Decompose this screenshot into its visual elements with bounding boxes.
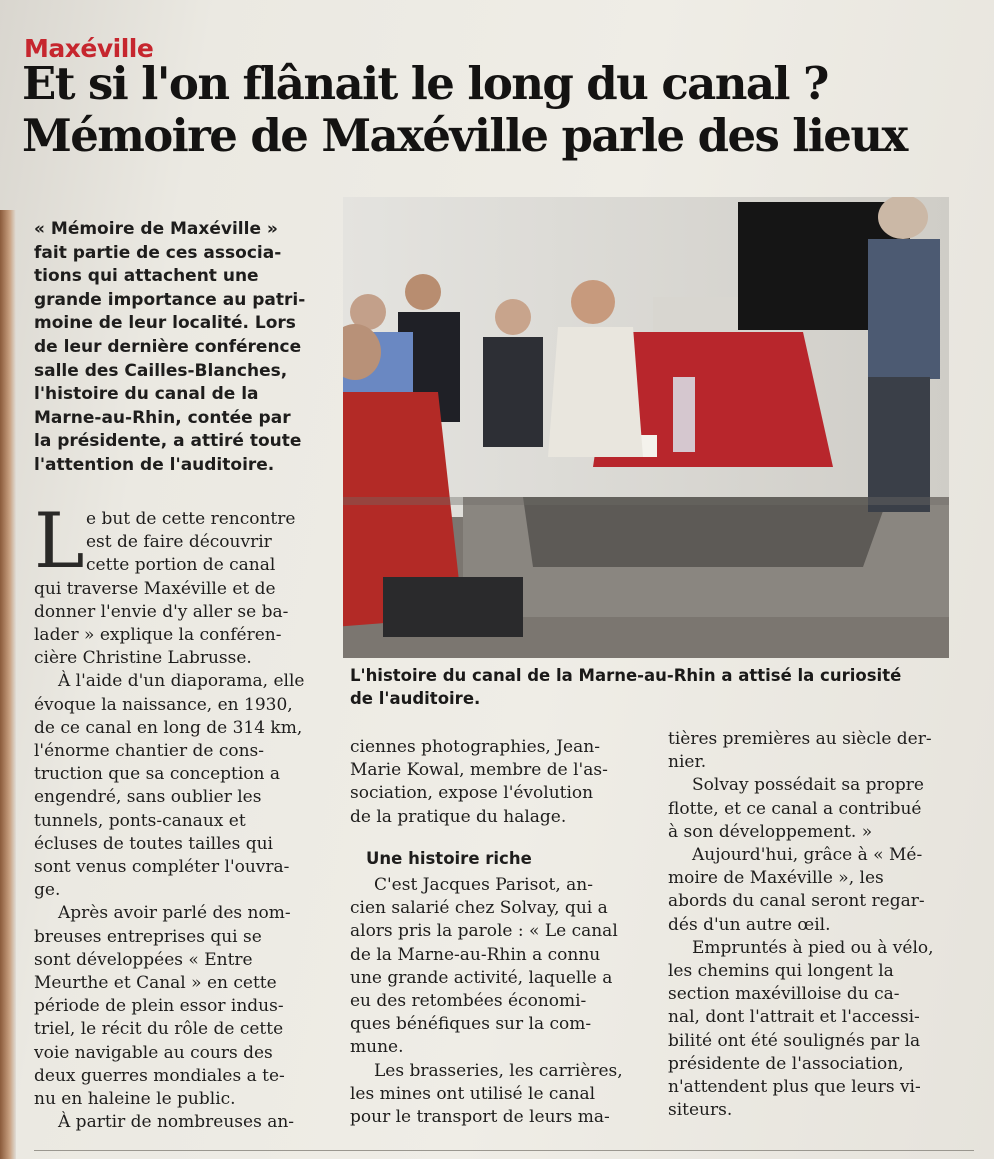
- article-kicker: Maxéville: [24, 34, 154, 63]
- text-line: Les brasseries, les carrières,: [374, 1060, 623, 1081]
- lead-line: tions qui attachent une: [34, 266, 259, 287]
- article-column-2: [350, 736, 640, 1129]
- text-line: Aujourd'hui, grâce à « Mé-: [692, 845, 923, 866]
- text-line: tières premières au siècle der-: [668, 729, 932, 749]
- text-line: écluses de toutes tailles qui: [34, 833, 273, 854]
- text-line: tunnels, ponts-canaux et: [34, 810, 246, 831]
- article-column-1: [34, 496, 334, 1134]
- text-line: Meurthe et Canal » en cette: [34, 973, 277, 994]
- photo-caption: [350, 664, 950, 710]
- text-line: qui traverse Maxéville et de: [34, 578, 276, 599]
- caption-line: de l'auditoire.: [350, 689, 481, 708]
- text-line: de la Marne-au-Rhin a connu: [350, 944, 601, 965]
- text-line: de la pratique du halage.: [350, 806, 567, 827]
- text-line: dés d'un autre œil.: [668, 914, 831, 935]
- text-line: deux guerres mondiales a te-: [34, 1065, 285, 1086]
- text-line: n'attendent plus que leurs vi-: [668, 1077, 921, 1098]
- text-line: engendré, sans oublier les: [34, 787, 262, 808]
- text-line: À partir de nombreuses an-: [58, 1112, 295, 1133]
- text-line: cette portion de canal: [86, 555, 276, 576]
- text-line: ciennes photographies, Jean-: [350, 737, 600, 757]
- text-line: de ce canal en long de 314 km,: [34, 717, 303, 738]
- text-line: nal, dont l'attrait et l'accessi-: [668, 1007, 920, 1028]
- text-line: présidente de l'association,: [668, 1053, 904, 1074]
- text-line: triel, le récit du rôle de cette: [34, 1019, 284, 1040]
- text-line: sociation, expose l'évolution: [350, 783, 594, 804]
- text-line: breuses entreprises qui se: [34, 926, 262, 947]
- text-line: moire de Maxéville », les: [668, 868, 884, 889]
- text-line: voie navigable au cours des: [34, 1042, 273, 1063]
- text-line: À l'aide d'un diaporama, elle: [58, 671, 305, 692]
- text-line: évoque la naissance, en 1930,: [34, 694, 293, 715]
- text-line: bilité ont été soulignés par la: [668, 1030, 921, 1051]
- text-line: ge.: [34, 880, 61, 901]
- lead-line: fait partie de ces associa-: [34, 242, 282, 263]
- drop-cap: L: [34, 496, 85, 585]
- text-line: sont développées « Entre: [34, 949, 253, 970]
- text-line: mune.: [350, 1037, 404, 1058]
- text-line: eu des retombées économi-: [350, 991, 587, 1012]
- text-line: flotte, et ce canal a contribué: [668, 798, 922, 819]
- text-line: ques bénéfiques sur la com-: [350, 1014, 592, 1035]
- text-line: donner l'envie d'y aller se ba-: [34, 601, 289, 622]
- text-line: cière Christine Labrusse.: [34, 648, 252, 669]
- text-line: Empruntés à pied ou à vélo,: [692, 937, 934, 958]
- lead-line: l'histoire du canal de la: [34, 384, 259, 405]
- article-headline: [22, 58, 982, 162]
- text-line: C'est Jacques Parisot, an-: [374, 875, 593, 896]
- text-line: lader » explique la conféren-: [34, 625, 282, 646]
- article-photo: [343, 197, 949, 658]
- text-line: abords du canal seront regar-: [668, 891, 925, 912]
- text-line: truction que sa conception a: [34, 764, 281, 785]
- text-line: nier.: [668, 752, 707, 773]
- lead-line: Marne-au-Rhin, contée par: [34, 407, 291, 428]
- text-line: alors pris la parole : « Le canal: [350, 921, 618, 942]
- text-line: Après avoir parlé des nom-: [58, 903, 291, 924]
- lead-line: la présidente, a attiré toute: [34, 431, 302, 452]
- article-column-3: [668, 728, 968, 1122]
- lead-line: de leur dernière conférence: [34, 336, 302, 357]
- text-line: période de plein essor indus-: [34, 996, 284, 1017]
- text-line: siteurs.: [668, 1100, 733, 1121]
- text-line: les mines ont utilisé le canal: [350, 1083, 596, 1104]
- text-line: à son développement. »: [668, 821, 873, 842]
- text-line: Solvay possédait sa propre: [692, 775, 924, 796]
- text-line: est de faire découvrir: [86, 532, 272, 553]
- lead-line: salle des Cailles-Blanches,: [34, 360, 288, 381]
- text-line: sont venus compléter l'ouvra-: [34, 857, 290, 878]
- text-line: section maxévilloise du ca-: [668, 984, 900, 1005]
- text-line: les chemins qui longent la: [668, 961, 894, 982]
- lead-line: moine de leur localité. Lors: [34, 313, 296, 334]
- page-edge-shadow: [0, 210, 16, 1159]
- headline-line: Et si l'on flânait le long du canal ?: [22, 57, 828, 110]
- lead-line: l'attention de l'auditoire.: [34, 454, 275, 475]
- bottom-divider: [34, 1150, 974, 1151]
- text-line: cien salarié chez Solvay, qui a: [350, 898, 608, 919]
- text-line: une grande activité, laquelle a: [350, 967, 613, 988]
- text-line: pour le transport de leurs ma-: [350, 1107, 610, 1128]
- conference-photo: [343, 197, 949, 658]
- headline-line: Mémoire de Maxéville parle des lieux: [22, 109, 907, 162]
- section-subhead: Une histoire riche: [366, 848, 532, 868]
- article-lead: [34, 218, 324, 478]
- lead-line: « Mémoire de Maxéville »: [34, 219, 278, 239]
- lead-line: grande importance au patri-: [34, 289, 306, 310]
- text-line: e but de cette rencontre: [86, 509, 296, 529]
- text-line: Marie Kowal, membre de l'as-: [350, 760, 608, 781]
- caption-line: L'histoire du canal de la Marne-au-Rhin a attisé la curiosité: [350, 666, 902, 685]
- text-line: l'énorme chantier de cons-: [34, 741, 264, 762]
- text-line: nu en haleine le public.: [34, 1089, 236, 1110]
